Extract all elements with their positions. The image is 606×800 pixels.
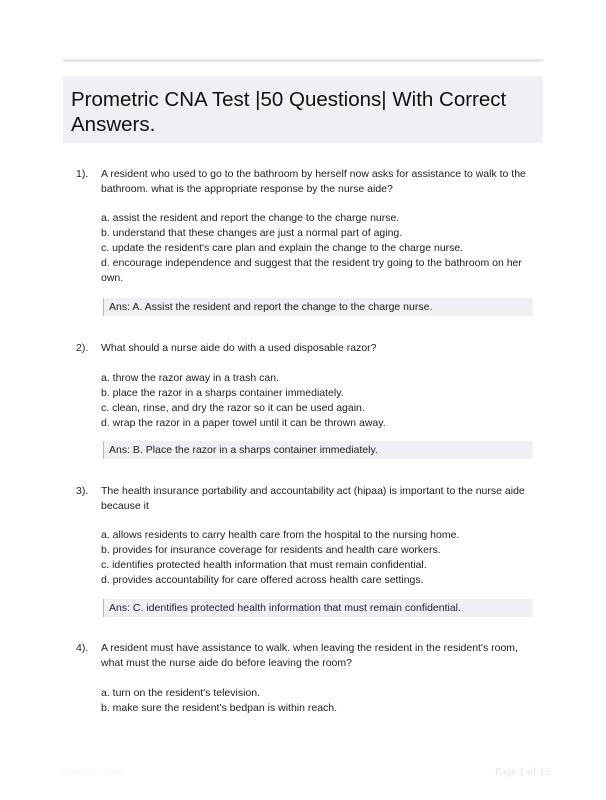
option-a: a. allows residents to carry health care from the hospital to the nursing home. bbox=[101, 529, 460, 541]
option-d: d. wrap the razor in a paper towel until it can be thrown away. bbox=[101, 417, 386, 429]
question-number: 4). bbox=[76, 642, 89, 654]
question-number: 2). bbox=[76, 342, 89, 354]
question-number: 3). bbox=[76, 485, 89, 497]
question-text: A resident must have assistance to walk. when leaving the resident in the resident's room, what must the nurse aide do before leaving the room? bbox=[101, 642, 518, 669]
page-title: Prometric CNA Test |50 Questions| With Correct Answers. bbox=[71, 88, 507, 136]
option-b: b. place the razor in a sharps container immediately. bbox=[101, 387, 344, 399]
question-text: A resident who used to go to the bathroom by herself now asks for assistance to walk to the bathroom. what is the appropriate response by the nurse aide? bbox=[101, 168, 526, 195]
question-text: The health insurance portability and accountability act (hipaa) is important to the nurse aide because it bbox=[101, 485, 525, 512]
options-list bbox=[101, 528, 537, 588]
option-c: c. clean, rinse, and dry the razor so it can be used again. bbox=[101, 402, 365, 414]
question-number: 1). bbox=[76, 168, 89, 180]
page-number: Page 1 of 12 bbox=[494, 766, 550, 778]
option-d: d. provides accountability for care offered across health care settings. bbox=[101, 574, 424, 586]
title-banner bbox=[63, 76, 543, 143]
answer-box: Ans: C. identifies protected health information that must remain confidential. bbox=[103, 599, 533, 617]
option-c: c. update the resident's care plan and explain the change to the charge nurse. bbox=[101, 242, 464, 254]
option-b: b. make sure the resident's bedpan is within reach. bbox=[101, 702, 338, 714]
question-text: What should a nurse aide do with a used disposable razor? bbox=[101, 342, 377, 354]
options-list bbox=[101, 371, 537, 431]
option-a: a. throw the razor away in a trash can. bbox=[101, 372, 280, 384]
option-b: b. provides for insurance coverage for residents and health care workers. bbox=[101, 544, 441, 556]
option-a: a. assist the resident and report the change to the charge nurse. bbox=[101, 212, 400, 224]
options-list bbox=[101, 211, 537, 286]
option-d: d. encourage independence and suggest that the resident try going to the bathroom on her own. bbox=[101, 257, 522, 284]
option-a: a. turn on the resident's television. bbox=[101, 687, 261, 699]
answer-box: Ans: B. Place the razor in a sharps container immediately. bbox=[103, 441, 533, 459]
option-c: c. identifies protected health information that must remain confidential. bbox=[101, 559, 427, 571]
option-b: b. understand that these changes are just a normal part of aging. bbox=[101, 227, 403, 239]
top-divider bbox=[63, 59, 543, 62]
answer-box: Ans: A. Assist the resident and report the change to the charge nurse. bbox=[103, 298, 533, 316]
options-list bbox=[101, 686, 537, 716]
footer-watermark: Paperlibs.com bbox=[60, 767, 124, 778]
